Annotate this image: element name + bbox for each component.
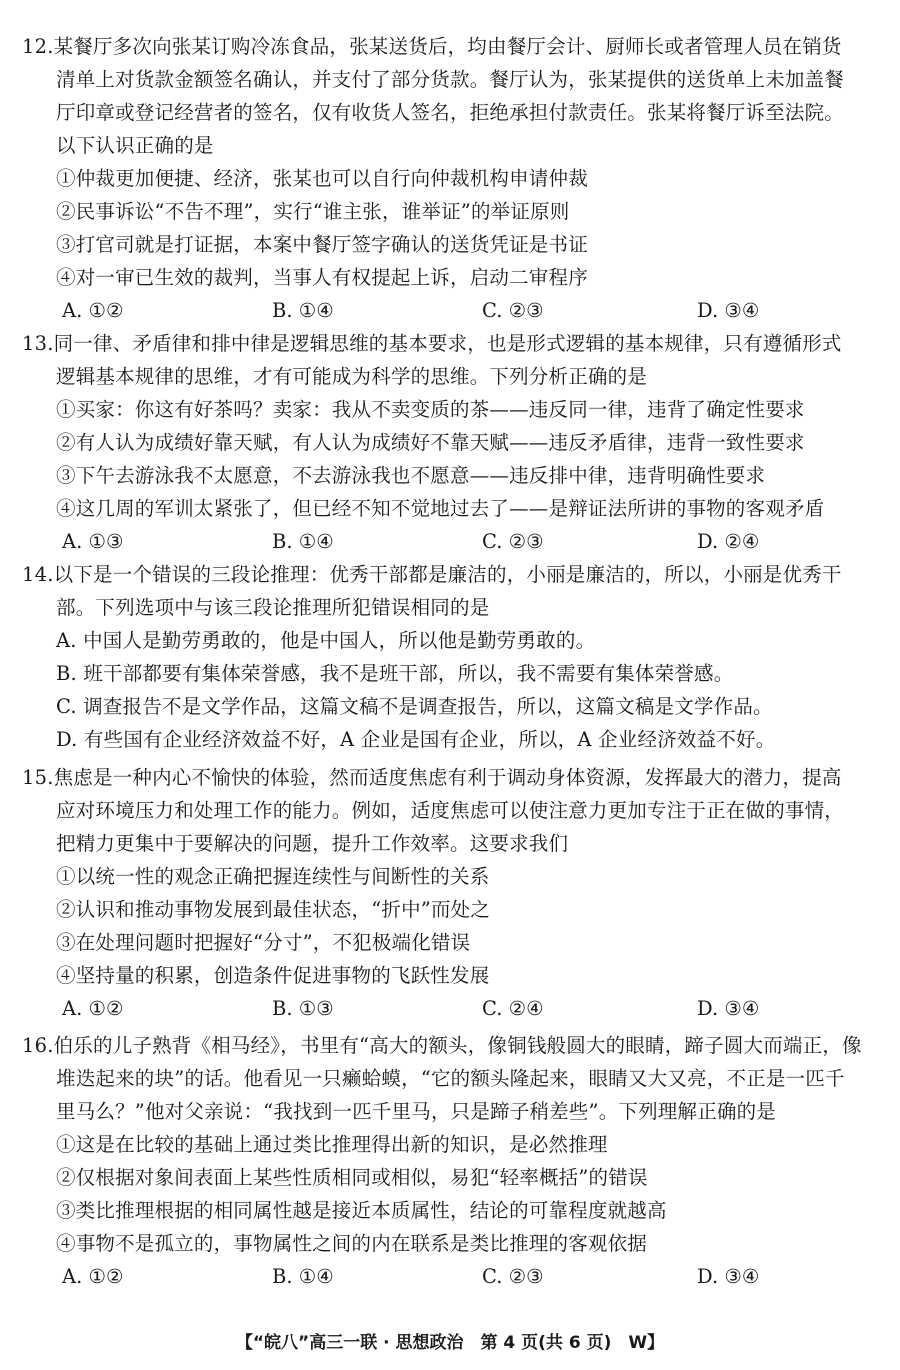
option-c: C. ②③ [482, 299, 544, 322]
question-stem-line: 里马么？”他对父亲说：“我找到一匹千里马，只是蹄子稍差些”。下列理解正确的是 [56, 1100, 777, 1123]
option-b: B. ①④ [272, 299, 334, 322]
statement-item: ④对一审已生效的裁判，当事人有权提起上诉，启动二审程序 [56, 266, 588, 289]
answer-options [22, 1260, 882, 1293]
choice-option: B. 班干部都要有集体荣誉感，我不是班干部，所以，我不需要有集体荣誉感。 [56, 662, 734, 685]
question-stem-line: 厅印章或登记经营者的签名，仅有收货人签名，拒绝承担付款责任。张某将餐厅诉至法院。 [56, 101, 845, 124]
option-a: A. ①② [62, 1265, 124, 1288]
option-c: C. ②④ [482, 997, 544, 1020]
statement-item: ③在处理问题时把握好“分寸”，不犯极端化错误 [56, 931, 471, 954]
question-stem-line: 应对环境压力和处理工作的能力。例如，适度焦虑可以使注意力更加专注于正在做的事情， [56, 799, 845, 822]
question-13 [22, 327, 882, 558]
option-c: C. ②③ [482, 1265, 544, 1288]
option-b: B. ①③ [272, 997, 334, 1020]
option-d: D. ③④ [697, 997, 760, 1020]
question-stem-line: 16.伯乐的儿子熟背《相马经》，书里有“高大的额头，像铜钱般圆大的眼睛，蹄子圆大而端正，像 [22, 1034, 862, 1057]
option-d: D. ③④ [697, 299, 760, 322]
statement-item: ①这是在比较的基础上通过类比推理得出新的知识，是必然推理 [56, 1133, 608, 1156]
option-a: A. ①② [62, 997, 124, 1020]
choice-option: A. 中国人是勤劳勇敢的，他是中国人，所以他是勤劳勇敢的。 [56, 629, 596, 652]
question-stem-line: 逻辑基本规律的思维，才有可能成为科学的思维。下列分析正确的是 [56, 365, 648, 388]
statement-item: ①仲裁更加便捷、经济，张某也可以自行向仲裁机构申请仲裁 [56, 167, 588, 190]
question-stem-line: 15.焦虑是一种内心不愉快的体验，然而适度焦虑有利于调动身体资源，发挥最大的潜力，提高 [22, 766, 842, 789]
choice-option: C. 调查报告不是文学作品，这篇文稿不是调查报告，所以，这篇文稿是文学作品。 [56, 695, 773, 718]
question-14 [22, 558, 882, 756]
option-a: A. ①② [62, 299, 124, 322]
statement-item: ②仅根据对象间表面上某些性质相同或相似，易犯“轻率概括”的错误 [56, 1166, 648, 1189]
question-stem-line: 14.以下是一个错误的三段论推理：优秀干部都是廉洁的，小丽是廉洁的，所以，小丽是优秀干 [22, 563, 842, 586]
option-d: D. ③④ [697, 1265, 760, 1288]
statement-item: ④事物不是孤立的，事物属性之间的内在联系是类比推理的客观依据 [56, 1232, 648, 1255]
option-a: A. ①③ [62, 530, 124, 553]
page-footer: 【“皖八”高三一联 · 思想政治 第 4 页(共 6 页) W】 [235, 1333, 665, 1353]
question-stem-line: 以下认识正确的是 [56, 134, 214, 157]
statement-item: ②有人认为成绩好靠天赋，有人认为成绩好不靠天赋——违反矛盾律，违背一致性要求 [56, 431, 805, 454]
answer-options [22, 992, 882, 1025]
choice-option: D. 有些国有企业经济效益不好，A 企业是国有企业，所以，A 企业经济效益不好。 [56, 728, 776, 751]
question-stem-line: 清单上对货款金额签名确认，并支付了部分货款。餐厅认为，张某提供的送货单上未加盖餐 [56, 68, 845, 91]
question-stem-line: 13.同一律、矛盾律和排中律是逻辑思维的基本要求，也是形式逻辑的基本规律，只有遵循形式 [22, 332, 842, 355]
statement-item: ③类比推理根据的相同属性越是接近本质属性，结论的可靠程度就越高 [56, 1199, 667, 1222]
question-stem-line: 把精力更集中于要解决的问题，提升工作效率。这要求我们 [56, 832, 569, 855]
question-stem-line: 部。下列选项中与该三段论推理所犯错误相同的是 [56, 596, 490, 619]
statement-item: ②民事诉讼“不告不理”，实行“谁主张，谁举证”的举证原则 [56, 200, 570, 223]
statement-item: ④这几周的军训太紧张了，但已经不知不觉地过去了——是辩证法所讲的事物的客观矛盾 [56, 497, 825, 520]
statement-item: ①买家：你这有好茶吗？卖家：我从不卖变质的茶——违反同一律，违背了确定性要求 [56, 398, 805, 421]
answer-options [22, 294, 882, 327]
statement-item: ②认识和推动事物发展到最佳状态，“折中”而处之 [56, 898, 491, 921]
option-d: D. ②④ [697, 530, 760, 553]
option-b: B. ①④ [272, 530, 334, 553]
question-12 [22, 30, 882, 327]
question-16 [22, 1029, 882, 1293]
statement-item: ④坚持量的积累，创造条件促进事物的飞跃性发展 [56, 964, 490, 987]
option-b: B. ①④ [272, 1265, 334, 1288]
question-15 [22, 761, 882, 1025]
statement-item: ③打官司就是打证据，本案中餐厅签字确认的送货凭证是书证 [56, 233, 588, 256]
statement-item: ①以统一性的观念正确把握连续性与间断性的关系 [56, 865, 490, 888]
statement-item: ③下午去游泳我不太愿意，不去游泳我也不愿意——违反排中律，违背明确性要求 [56, 464, 766, 487]
option-c: C. ②③ [482, 530, 544, 553]
question-stem-line: 堆迭起来的块”的话。他看见一只癞蛤蟆，“它的额头隆起来，眼睛又大又亮，不正是一匹千 [56, 1067, 845, 1090]
answer-options [22, 525, 882, 558]
question-stem-line: 12.某餐厅多次向张某订购冷冻食品，张某送货后，均由餐厅会计、厨师长或者管理人员在销货 [22, 35, 842, 58]
